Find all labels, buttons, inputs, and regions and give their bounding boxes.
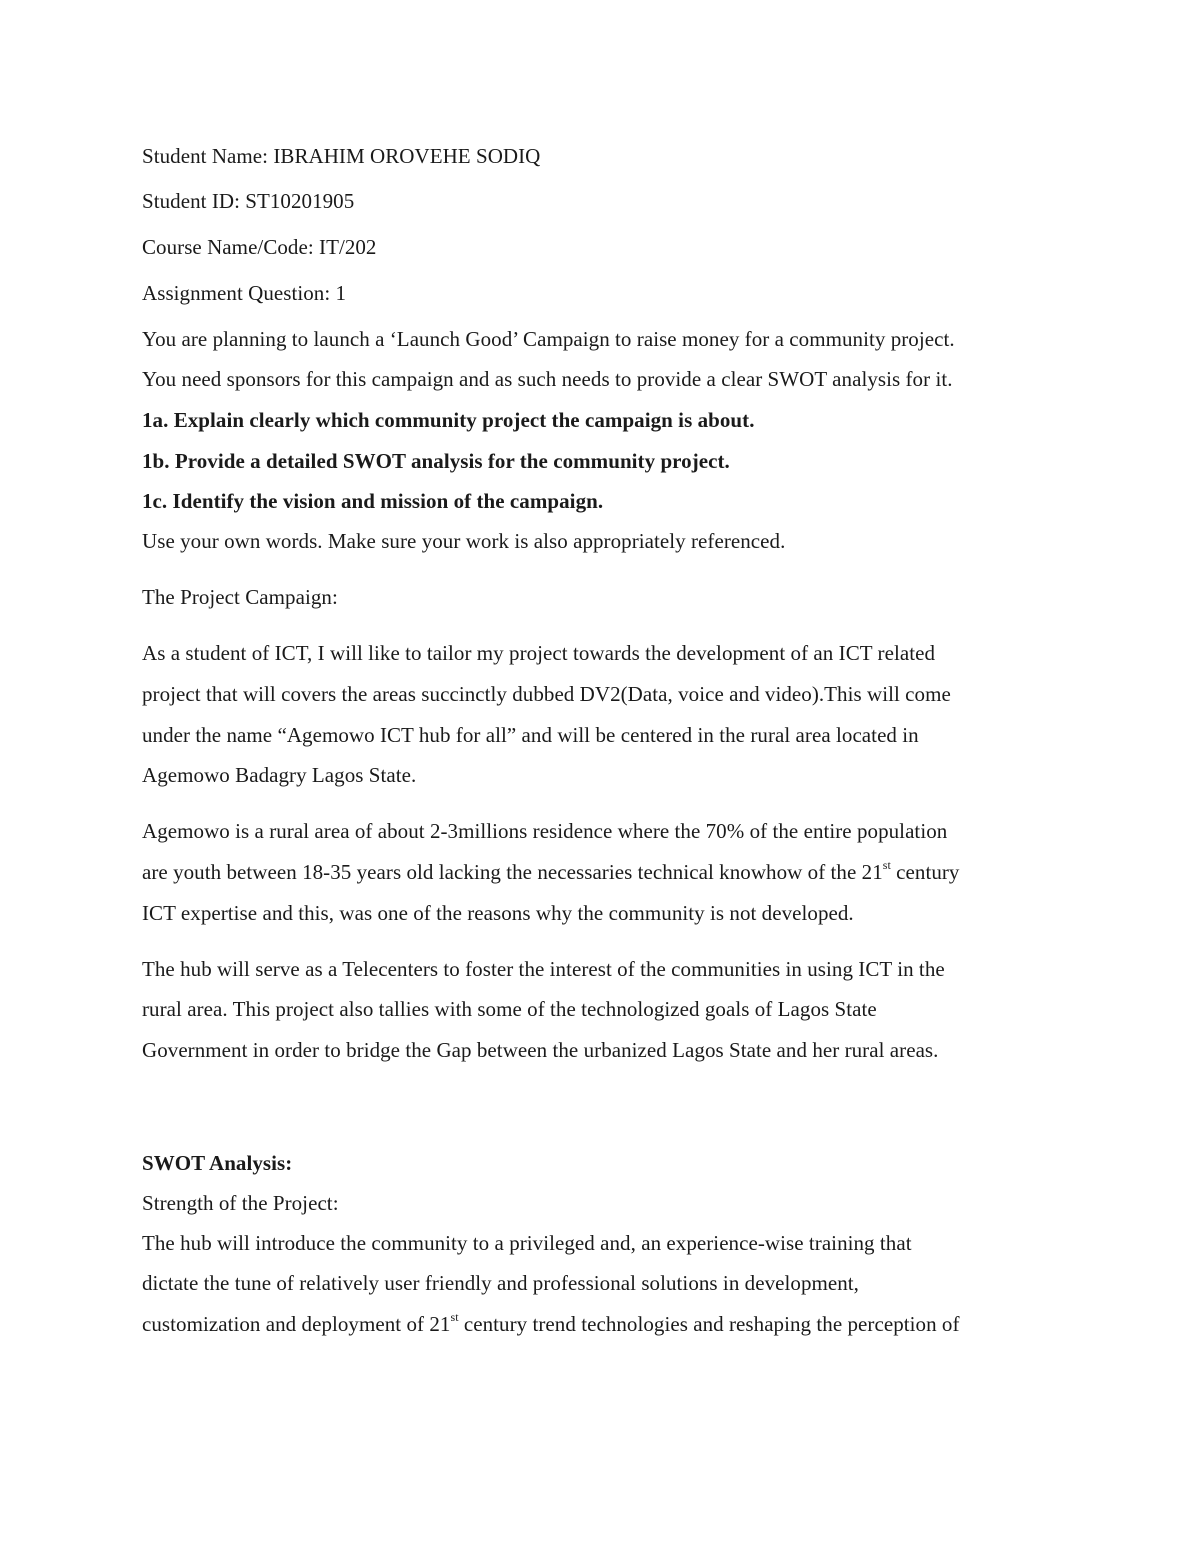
strength-line-3-end: century trend technologies and reshaping the perception of	[458, 1312, 960, 1336]
strength-line-2: dictate the tune of relatively user friendly and professional solutions in development,	[142, 1271, 859, 1295]
campaign-p2-line-2	[142, 858, 959, 886]
question-1b: 1b. Provide a detailed SWOT analysis for the community project.	[142, 449, 730, 473]
campaign-p1-line-4: Agemowo Badagry Lagos State.	[142, 763, 417, 787]
student-name: Student Name: IBRAHIM OROVEHE SODIQ	[142, 144, 541, 168]
p2-ordinal-suffix: st	[882, 858, 891, 872]
p2-line-2-end: century	[890, 860, 960, 884]
question-intro-line-1: You are planning to launch a ‘Launch Good’ Campaign to raise money for a community project.	[142, 327, 955, 351]
campaign-p2-line-3: ICT expertise and this, was one of the reasons why the community is not developed.	[142, 901, 854, 925]
campaign-p1-line-3: under the name “Agemowo ICT hub for all” and will be centered in the rural area located in	[142, 723, 919, 747]
strength-line-3	[142, 1310, 960, 1338]
question-note: Use your own words. Make sure your work is also appropriately referenced.	[142, 529, 786, 553]
strength-ordinal-suffix: st	[450, 1310, 459, 1324]
campaign-p1-line-2: project that will covers the areas succinctly dubbed DV2(Data, voice and video).This will come	[142, 682, 951, 706]
question-1a: 1a. Explain clearly which community project the campaign is about.	[142, 408, 755, 432]
campaign-p3-line-3: Government in order to bridge the Gap between the urbanized Lagos State and her rural areas.	[142, 1038, 939, 1062]
strength-heading: Strength of the Project:	[142, 1191, 339, 1215]
swot-heading: SWOT Analysis:	[142, 1151, 293, 1175]
campaign-heading: The Project Campaign:	[142, 585, 338, 609]
campaign-p1-line-1: As a student of ICT, I will like to tailor my project towards the development of an ICT related	[142, 641, 936, 665]
campaign-p3-line-1: The hub will serve as a Telecenters to foster the interest of the communities in using ICT in the	[142, 957, 945, 981]
assignment-question: Assignment Question: 1	[142, 281, 347, 305]
p2-line-2-text: are youth between 18-35 years old lacking the necessaries technical knowhow of the 21	[142, 860, 883, 884]
student-id: Student ID: ST10201905	[142, 189, 355, 213]
question-1c: 1c. Identify the vision and mission of the campaign.	[142, 489, 604, 513]
course-code: Course Name/Code: IT/202	[142, 235, 377, 259]
question-intro-line-2: You need sponsors for this campaign and as such needs to provide a clear SWOT analysis for it.	[142, 367, 953, 391]
strength-line-3-text: customization and deployment of 21	[142, 1312, 451, 1336]
campaign-p2-line-1: Agemowo is a rural area of about 2-3millions residence where the 70% of the entire population	[142, 819, 948, 843]
campaign-p3-line-2: rural area. This project also tallies with some of the technologized goals of Lagos State	[142, 997, 877, 1021]
strength-line-1: The hub will introduce the community to a privileged and, an experience-wise training that	[142, 1231, 912, 1255]
